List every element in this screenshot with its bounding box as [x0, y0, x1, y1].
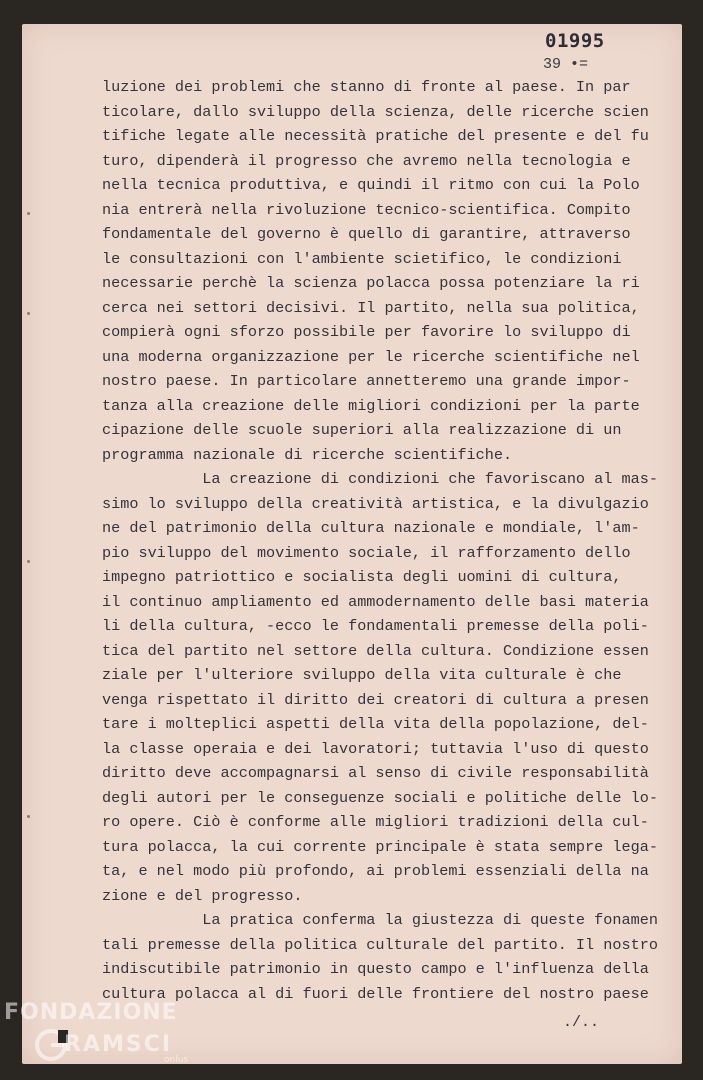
document-number: 01995 [545, 30, 605, 52]
text-line: ro opere. Ciò è conforme alle migliori tradizioni della cul- [102, 813, 649, 831]
text-line: le consultazioni con l'ambiente scietifico, le condizioni [102, 249, 622, 268]
text-line: fondamentale del governo è quello di garantire, attraverso [102, 225, 631, 243]
watermark-line-3: onlus [164, 1055, 189, 1065]
text-line: La pratica conferma la giustezza di queste fonamen [102, 911, 658, 929]
text-line: indiscutibile patrimonio in questo campo e l'influenza della [102, 960, 649, 978]
text-line: tali premesse della politica culturale del partito. Il nostro [102, 935, 658, 954]
page-number: 39 •= [543, 56, 589, 73]
text-line: simo lo sviluppo della creatività artistica, e la divulgazio [102, 494, 649, 513]
text-line: ta, e nel modo più profondo, ai problemi essenziali della na [102, 862, 649, 880]
text-line: pio sviluppo del movimento sociale, il rafforzamento dello [102, 543, 631, 562]
text-line: ne del patrimonio della cultura nazionale e mondiale, l'am- [102, 519, 640, 537]
text-line: ziale per l'ulteriore sviluppo della vita culturale è che [102, 666, 622, 684]
pin-hole [27, 560, 30, 563]
text-line: nia entrerà nella rivoluzione tecnico-scientifica. Compito [102, 200, 631, 219]
text-line: la classe operaia e dei lavoratori; tuttavia l'uso di questo [102, 739, 649, 758]
text-line: tifiche legate alle necessità pratiche del presente e del fu [102, 127, 649, 145]
pin-hole [27, 312, 30, 315]
text-line: cipazione delle scuole superiori alla realizzazione di un [102, 421, 622, 439]
continuation-mark: ./.. [563, 1014, 600, 1031]
text-line: diritto deve accompagnarsi al senso di civile responsabilità [102, 764, 649, 782]
watermark-line-1: FONDAZIONE [4, 1000, 178, 1025]
typed-body-text [102, 75, 662, 1006]
text-line: il continuo ampliamento ed ammodernamento delle basi materia [102, 592, 649, 611]
text-line: impegno patriottico e socialista degli uomini di cultura, [102, 568, 622, 586]
watermark-g-emblem-icon [34, 1028, 68, 1062]
pin-hole [27, 815, 30, 818]
text-line: luzione dei problemi che stanno di fronte al paese. In par [102, 78, 631, 96]
text-line: venga rispettato il diritto dei creatori di cultura a presen [102, 690, 649, 709]
watermark-line-2-text: RAMSCI [64, 1032, 173, 1057]
text-line: cultura polacca al di fuori delle frontiere del nostro paese [102, 984, 649, 1003]
text-line: una moderna organizzazione per le ricerche scientifiche nel [102, 347, 640, 366]
text-line: degli autori per le conseguenze sociali e politiche delle lo- [102, 788, 658, 807]
text-line: tanza alla creazione delle migliori condizioni per la parte [102, 396, 640, 415]
text-line: turo, dipenderà il progresso che avremo nella tecnologia e [102, 151, 631, 170]
text-line: compierà ogni sforzo possibile per favorire lo sviluppo di [102, 323, 631, 341]
text-line: tura polacca, la cui corrente principale è stata sempre lega- [102, 837, 658, 856]
watermark-line-2 [34, 1028, 188, 1065]
text-line: nella tecnica produttiva, e quindi il ritmo con cui la Polo [102, 176, 640, 194]
text-line: ticolare, dallo sviluppo della scienza, delle ricerche scien [102, 102, 649, 121]
text-line: necessarie perchè la scienza polacca possa potenziare la ri [102, 274, 640, 292]
text-line: cerca nei settori decisivi. Il partito, nella sua politica, [102, 298, 640, 317]
pin-hole [27, 212, 30, 215]
text-line: li della cultura, -ecco le fondamentali premesse della poli- [102, 617, 649, 635]
text-line: zione e del progresso. [102, 886, 303, 905]
text-line: programma nazionale di ricerche scientifiche. [102, 445, 513, 464]
watermark-logo [4, 1002, 188, 1065]
text-line: La creazione di condizioni che favoriscano al mas- [102, 470, 658, 488]
text-line: tare i molteplici aspetti della vita della popolazione, del- [102, 715, 649, 733]
text-line: tica del partito nel settore della cultura. Condizione essen [102, 641, 649, 660]
text-line: nostro paese. In particolare annetteremo una grande impor- [102, 372, 631, 390]
